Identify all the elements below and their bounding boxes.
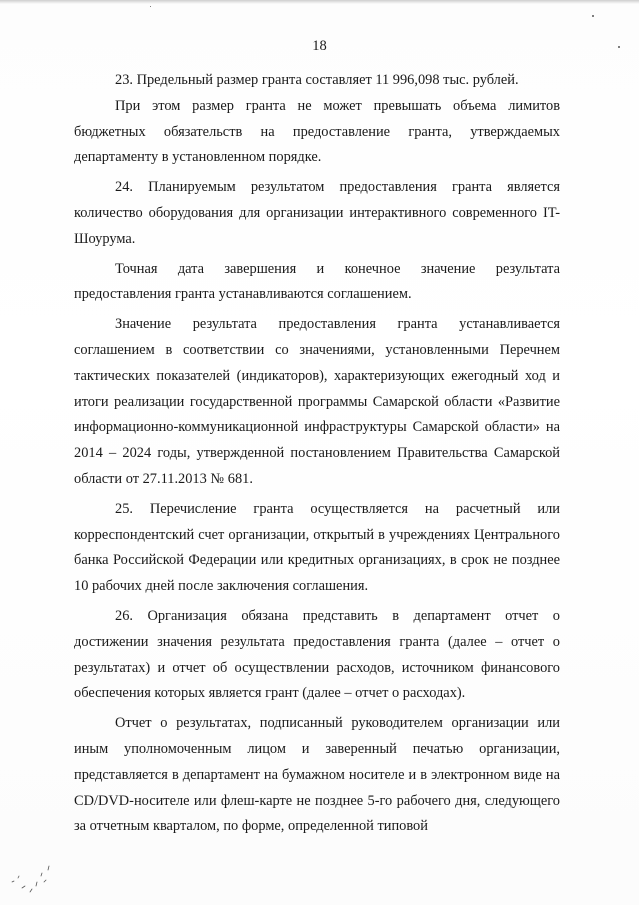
paragraph-25: 25. Перечисление гранта осуществляется на расчетный или корреспондентский счет организации, открытый в учреждениях Центрального банка Российской Федерации или кредитных организациях, в срок не позднее 10 рабочих дней после заключения соглашения. [74,500,560,595]
page-number: 18 [312,38,327,54]
paragraph-26: 26. Организация обязана представить в департамент отчет о достижении значения результата предоставления гранта (далее – отчет о результатах) и отчет об осуществлении расходов, источником финансового обеспечения которых является грант (далее – отчет о расходах). [74,607,560,702]
paragraph-results-report: Отчет о результатах, подписанный руководителем организации или иным уполномоченным лицом и заверенный печатью организации, представляется в департамент на бумажном носителе и в электронном виде на CD/DVD-носителе или флеш-карте не позднее 5-го рабочего дня, следующего за отчетным кварталом, по форме, определенной типовой [74,715,560,835]
scan-margin-marks [8,852,56,900]
scan-speck [150,6,151,7]
scan-speck [618,46,620,48]
paragraph-grant-limit: При этом размер гранта не может превышать объема лимитов бюджетных обязательств на предоставление гранта, утверждаемых департаменту в установленном порядке. [74,97,560,166]
paragraph-result-date: Точная дата завершения и конечное значение результата предоставления гранта устанавливаются соглашением. [74,260,560,303]
scan-speck [592,15,594,17]
paragraph-24: 24. Планируемым результатом предоставления гранта является количество оборудования для организации интерактивного современного IT-Шоурума. [74,179,560,247]
paragraph-23: 23. Предельный размер гранта составляет 11 996,098 тыс. рублей. [115,72,519,88]
scan-top-edge [0,0,639,4]
paragraph-result-value: Значение результата предоставления гранта устанавливается соглашением в соответствии со значениями, установленными Перечнем тактических показателей (индикаторов), характеризующих ежегодный ход и итоги реализации государственной программы Самарской области «Развитие информационно-коммуникационной инфраструктуры Самарской области» на 2014 – 2024 годы, утвержденной постановлением Правительства Самарской области от 27.11.2013 № 681. [74,316,560,487]
document-body [74,68,560,840]
